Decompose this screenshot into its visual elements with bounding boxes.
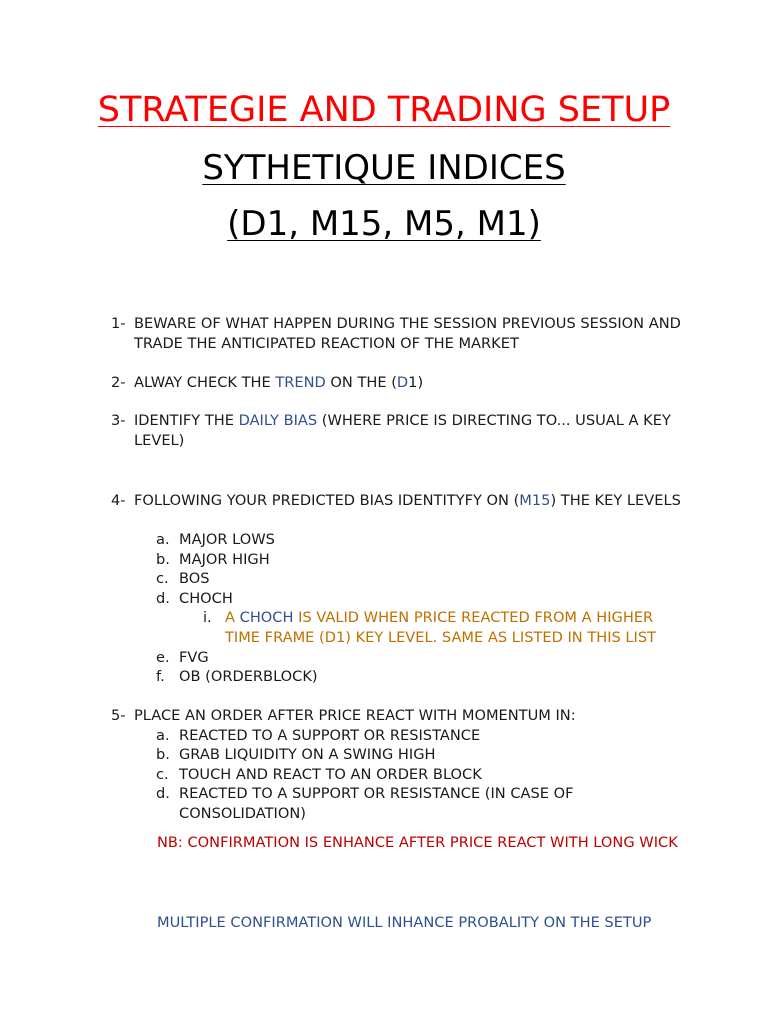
list-item: b. MAJOR HIGH <box>156 550 270 568</box>
trend-highlight: TREND <box>275 374 326 391</box>
step-number: 3- <box>111 412 126 429</box>
d-highlight: D <box>396 374 409 391</box>
list-item: c. TOUCH AND REACT TO AN ORDER BLOCK <box>156 765 482 783</box>
step-5-sublist <box>111 726 731 824</box>
step-text: BEWARE OF WHAT HAPPEN DURING THE SESSION PREVIOUS SESSION AND TRADE THE ANTICIPATED REACTION OF THE MARKET <box>134 315 681 352</box>
daily-bias-highlight: DAILY BIAS <box>238 412 318 429</box>
list-item: a. MAJOR LOWS <box>156 531 275 548</box>
list-item: d. CHOCH <box>156 589 233 607</box>
list-item: f. OB (ORDERBLOCK) <box>156 668 318 686</box>
step-number: 2- <box>111 374 126 391</box>
step-number: 4- <box>111 492 126 509</box>
choch-note: i. A CHOCH IS VALID WHEN PRICE REACTED FROM A HIGHER TIME FRAME (D1) KEY LEVEL. SAME AS LISTED IN THIS LIST <box>203 609 657 646</box>
step-text: ALWAY CHECK THE TREND ON THE (D1) <box>134 374 424 391</box>
list-item: b. GRAB LIQUIDITY ON A SWING HIGH <box>156 746 436 764</box>
multiple-confirmation-note: MULTIPLE CONFIRMATION WILL INHANCE PROBALITY ON THE SETUP <box>157 914 652 931</box>
step-number: 1- <box>111 315 126 332</box>
m15-highlight: M15 <box>519 492 551 509</box>
choch-highlight: CHOCH <box>239 609 294 627</box>
list-item: d. REACTED TO A SUPPORT OR RESISTANCE (IN CASE OF CONSOLIDATION) <box>156 785 574 822</box>
step-text: IDENTIFY THE DAILY BIAS (WHERE PRICE IS DIRECTING TO... USUAL A KEY LEVEL) <box>134 412 671 449</box>
step-text: FOLLOWING YOUR PREDICTED BIAS IDENTITYFY ON (M15) THE KEY LEVELS <box>134 492 681 509</box>
nb-note: NB: CONFIRMATION IS ENHANCE AFTER PRICE REACT WITH LONG WICK <box>157 834 678 851</box>
step-number: 5- <box>111 707 126 724</box>
step-text: PLACE AN ORDER AFTER PRICE REACT WITH MOMENTUM IN: <box>134 707 576 724</box>
step-4-sublist <box>111 530 731 687</box>
document-title: STRATEGIE AND TRADING SETUP <box>97 90 671 130</box>
timeframes-heading: (D1, M15, M5, M1) <box>227 204 541 244</box>
list-item: a. REACTED TO A SUPPORT OR RESISTANCE <box>156 726 481 744</box>
list-item: c. BOS <box>156 570 210 588</box>
document-subtitle: SYTHETIQUE INDICES <box>202 148 566 188</box>
list-item: e. FVG <box>156 648 209 666</box>
